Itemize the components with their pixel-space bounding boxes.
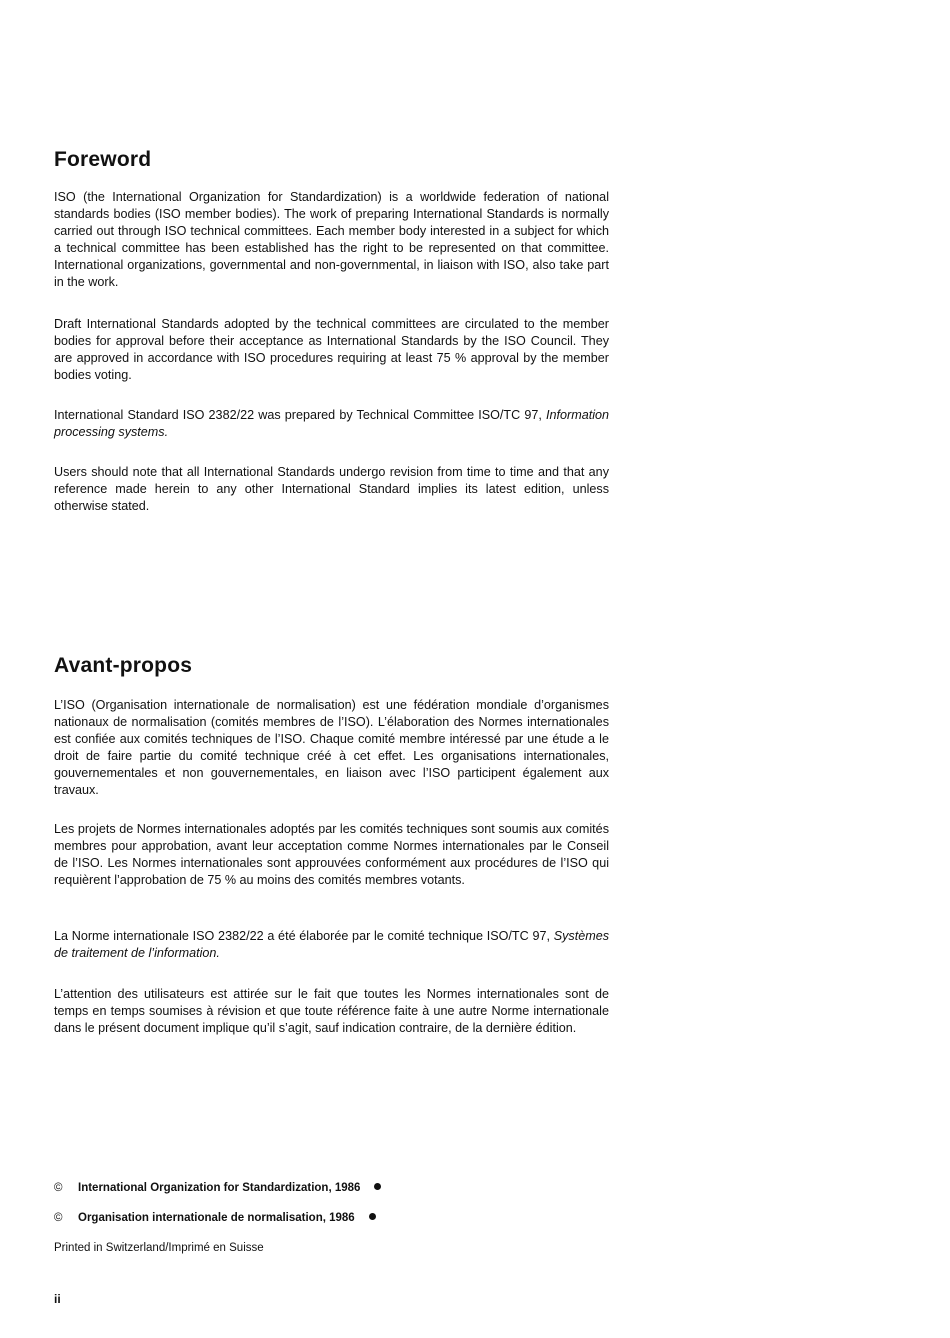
copyright-line-fr bbox=[54, 1212, 376, 1224]
copyright-icon: © bbox=[54, 1212, 63, 1224]
foreword-committee-title: Information processing systems. bbox=[54, 408, 610, 440]
avant-propos-paragraph-2: Les projets de Normes internationales adoptés par les comités techniques sont soumis aux comités membres pour approbation, avant leur acceptation comme Normes internationales par le Conseil de l’ISO. Les Normes internationales sont approuvées conformément aux procédures de l’ISO qui requièrent l’approbation de 75 % au moins des comités membres votants. bbox=[54, 822, 609, 888]
foreword-paragraph-4: Users should note that all International Standards undergo revision from time to time and that any reference made herein to any other International Standard implies its latest edition, unless otherwise stated. bbox=[54, 465, 609, 514]
avant-propos-paragraph-1: L’ISO (Organisation internationale de normalisation) est une fédération mondiale d’organismes nationaux de normalisation (comités membres de l’ISO). L’élaboration des Normes internationales est confiée aux comités techniques de l’ISO. Chaque comité membre intéressé par une étude a le droit de faire partie du comité technique créé à cet effet. Les organisations internationales, gouvernementales et non gouvernementales, en liaison avec l’ISO participent également aux travaux. bbox=[54, 698, 609, 798]
foreword-paragraph-1: ISO (the International Organization for Standardization) is a worldwide federation of national standards bodies (ISO member bodies). The work of preparing International Standards is normally carried out through ISO technical committees. Each member body interested in a subject for which a technical committee has been established has the right to be represented on that committee. International organizations, governmental and non-governmental, in liaison with ISO, also take part in the work. bbox=[54, 190, 609, 290]
avant-propos-paragraph-4: L’attention des utilisateurs est attirée sur le fait que toutes les Normes internationales sont de temps en temps soumises à révision et que toute référence faite à une autre Norme internationale dans le présent document implique qu’il s’agit, sauf indication contraire, de la dernière édition. bbox=[54, 987, 609, 1036]
page-number: ii bbox=[54, 1292, 61, 1306]
copyright-icon: © bbox=[54, 1182, 63, 1194]
foreword-paragraph-3 bbox=[54, 407, 609, 441]
foreword-paragraph-3-text: International Standard ISO 2382/22 was prepared by Technical Committee ISO/TC 97, bbox=[54, 408, 542, 422]
copyright-line-en bbox=[54, 1182, 381, 1194]
printed-in-notice: Printed in Switzerland/Imprimé en Suisse bbox=[54, 1242, 264, 1254]
bullet-dot-icon bbox=[374, 1183, 381, 1190]
bullet-dot-icon bbox=[369, 1213, 376, 1220]
foreword-paragraph-2: Draft International Standards adopted by the technical committees are circulated to the member bodies for approval before their acceptance as International Standards by the ISO Council. They are approved in accordance with ISO procedures requiring at least 75 % approval by the member bodies voting. bbox=[54, 317, 609, 383]
avant-propos-paragraph-3-text: La Norme internationale ISO 2382/22 a été élaborée par le comité technique ISO/TC 97, bbox=[54, 929, 550, 943]
avant-propos-paragraph-3 bbox=[54, 928, 609, 962]
avant-propos-committee-title: Systèmes de traitement de l’information. bbox=[54, 929, 609, 961]
copyright-text-fr: Organisation internationale de normalisation, 1986 bbox=[78, 1212, 355, 1224]
avant-propos-title: Avant-propos bbox=[54, 654, 193, 677]
copyright-text-en: International Organization for Standardization, 1986 bbox=[78, 1182, 361, 1194]
foreword-title: Foreword bbox=[54, 148, 152, 171]
